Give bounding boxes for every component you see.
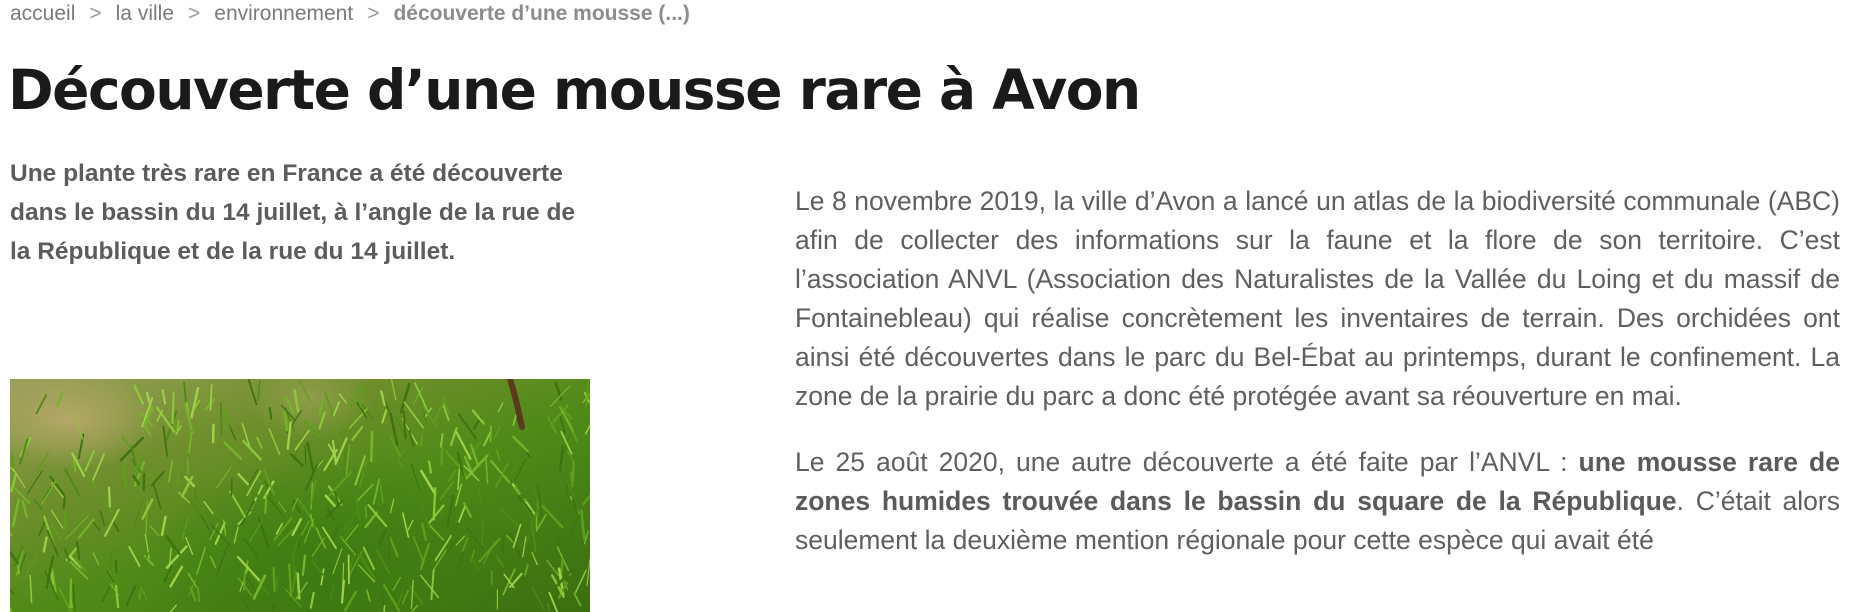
article-text: Le 25 août 2020, une autre découverte a été faite par l’ANVL : <box>795 447 1579 477</box>
page-title: Découverte d’une mousse rare à Avon <box>8 58 1140 122</box>
article-paragraph <box>795 443 1840 560</box>
intro-text: Une plante très rare en France a été découverte dans le bassin du 14 juillet, à l’angle de la rue de la République et de la rue du 14 juillet. <box>10 160 576 265</box>
moss-photo <box>10 379 590 612</box>
breadcrumb-current: découverte d’une mousse (...) <box>393 2 690 25</box>
moss-illustration <box>10 379 590 612</box>
breadcrumb <box>10 2 690 26</box>
article-highlight: une mousse rare de zones humides trouvée dans le bassin du square de la République <box>795 447 1840 516</box>
article-paragraph: Le 8 novembre 2019, la ville d’Avon a lancé un atlas de la biodiversité communale (ABC) afin de collecter des informations sur la faune et la flore de son territoire. C’est l’association ANVL (Association des Naturalistes de la Vallée du Loing et du massif de Fontainebleau) qui réalise concrètement les inventaires de terrain. Des orchidées ont ainsi été découvertes dans le parc du Bel-Ébat au printemps, durant le confinement. La zone de la prairie du parc a donc été protégée avant sa réouverture en mai. <box>795 186 1840 411</box>
article-body <box>795 182 1840 587</box>
breadcrumb-link-city[interactable]: la ville <box>115 2 174 25</box>
breadcrumb-separator: > <box>188 2 201 25</box>
article-text: . C’était alors seulement la deuxième mention régionale pour cette espèce qui avait été <box>795 486 1840 555</box>
breadcrumb-separator: > <box>367 2 380 25</box>
breadcrumb-separator: > <box>89 2 102 25</box>
breadcrumb-link-home[interactable]: accueil <box>10 2 76 25</box>
breadcrumb-link-environment[interactable]: environnement <box>214 2 354 25</box>
